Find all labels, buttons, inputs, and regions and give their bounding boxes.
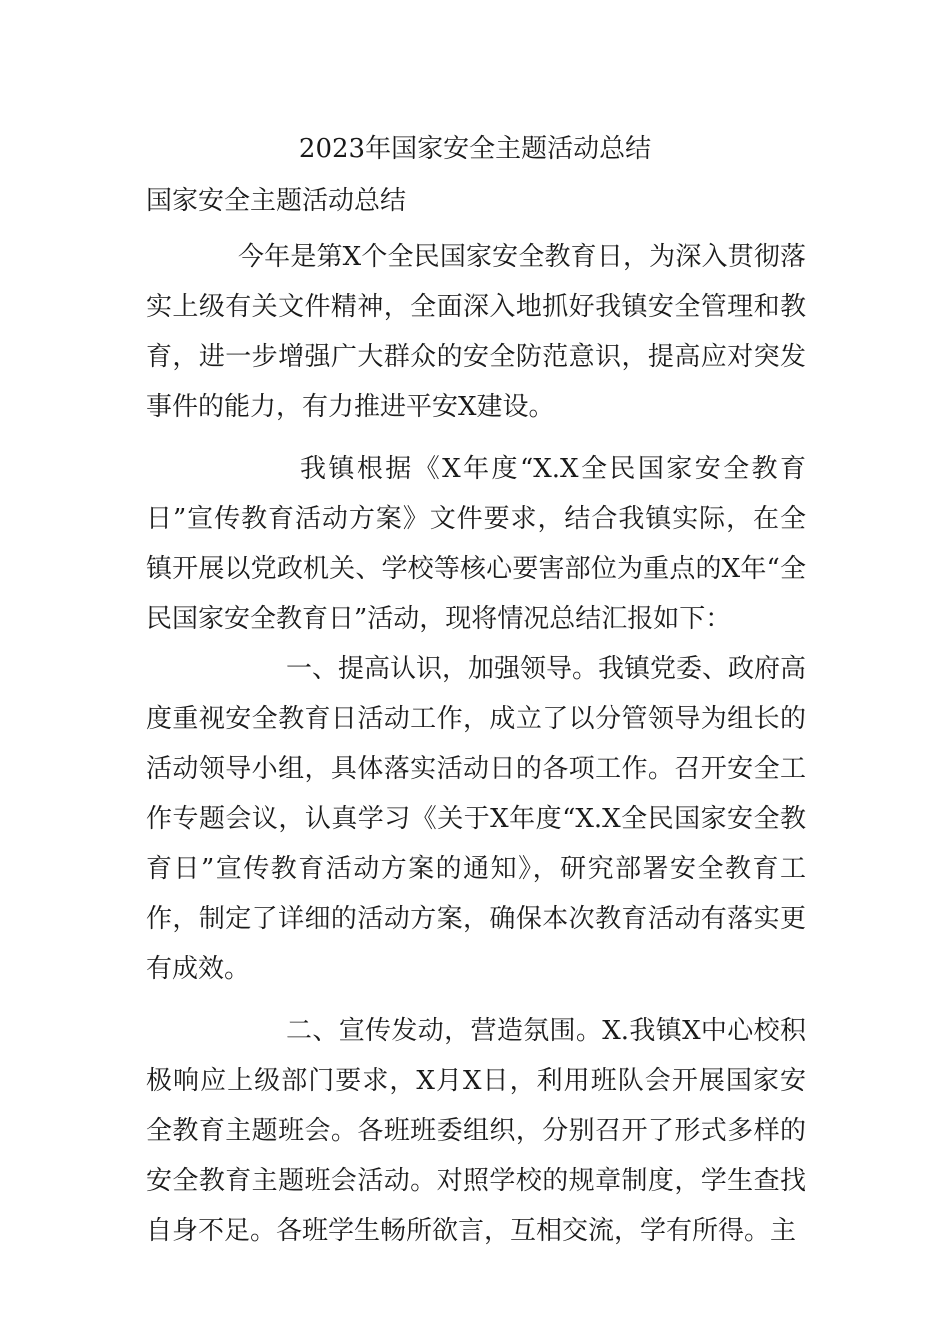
document-body bbox=[146, 232, 806, 1256]
paragraph-basis: 我镇根据《X年度“X.X全民国家安全教育日”宣传教育活动方案》文件要求，结合我镇实际，在全镇开展以党政机关、学校等核心要害部位为重点的X年“全民国家安全教育日”活动，现将情况总结汇报如下： bbox=[146, 454, 806, 634]
document-subtitle: 国家安全主题活动总结 bbox=[146, 186, 407, 216]
document-title: 2023年国家安全主题活动总结 bbox=[298, 134, 652, 164]
paragraph-section-two: 二、宣传发动，营造氛围。X.我镇X中心校积极响应上级部门要求，X月X日，利用班队会开展国家安全教育主题班会。各班班委组织，分别召开了形式多样的安全教育主题班会活动。对照学校的规章制度，学生查找自身不足。各班学生畅所欲言，互相交流，学有所得。主 bbox=[146, 1016, 806, 1246]
paragraph-section-one: 一、提高认识，加强领导。我镇党委、政府高度重视安全教育日活动工作，成立了以分管领导为组长的活动领导小组，具体落实活动日的各项工作。召开安全工作专题会议，认真学习《关于X年度“X.X全民国家安全教育日”宣传教育活动方案的通知》，研究部署安全教育工作，制定了详细的活动方案，确保本次教育活动有落实更有成效。 bbox=[146, 654, 807, 984]
paragraph-intro: 今年是第X个全民国家安全教育日，为深入贯彻落实上级有关文件精神，全面深入地抓好我镇安全管理和教育，进一步增强广大群众的安全防范意识，提高应对突发事件的能力，有力推进平安X建设。 bbox=[146, 242, 806, 422]
